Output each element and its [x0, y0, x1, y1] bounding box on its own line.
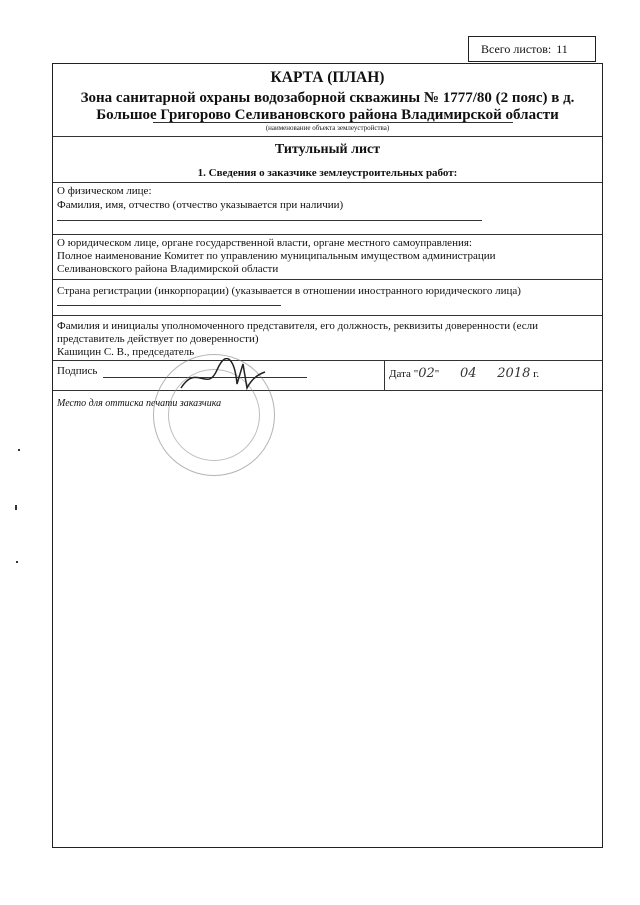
representative-value: Кашицин С. В., председатель	[57, 346, 195, 358]
divider	[53, 360, 602, 361]
representative-label-line1: Фамилия и инициалы уполномоченного представителя, его должность, реквизиты доверенности (если	[57, 320, 538, 332]
divider	[53, 234, 602, 235]
object-name-underline	[153, 122, 513, 123]
date-block: Дата "02" 04 2018 г.	[389, 366, 540, 381]
divider	[53, 279, 602, 280]
section-title: 1. Сведения о заказчике землеустроительных работ:	[197, 167, 458, 179]
legal-heading: О юридическом лице, органе государственной власти, органе местного самоуправления:	[57, 237, 472, 249]
handwritten-signature	[177, 358, 267, 398]
fio-line	[57, 220, 482, 221]
legal-full-name-line2: Селивановского района Владимирской области	[57, 263, 279, 275]
signature-date-divider	[384, 360, 385, 390]
date-year-suffix: г.	[533, 368, 540, 380]
fio-label: Фамилия, имя, отчество (отчество указывается при наличии)	[57, 199, 344, 211]
sheets-label: Всего листов:	[481, 41, 552, 56]
object-caption: (наименование объекта землеустройства)	[265, 124, 390, 132]
sheets-count-box	[468, 36, 596, 62]
stamp-place-label: Место для оттиска печати заказчика	[57, 398, 222, 409]
object-name: Зона санитарной охраны водозаборной скважины № 1777/80 (2 пояс) в д. Большое Григорово Селивановского района Владимирской области	[80, 90, 575, 123]
divider	[53, 182, 602, 183]
registration-line	[57, 305, 281, 306]
date-year: 2018	[497, 366, 531, 381]
sheets-count: 11	[556, 41, 568, 56]
map-title: КАРТА (ПЛАН)	[270, 69, 385, 86]
legal-full-name-line1: Полное наименование Комитет по управлению муниципальным имуществом администрации	[57, 250, 496, 262]
margin-mark	[16, 561, 18, 563]
margin-mark	[15, 505, 17, 510]
divider	[53, 390, 602, 391]
registration-label: Страна регистрации (инкорпорации) (указывается в отношении иностранного юридического лица)	[57, 285, 521, 297]
divider	[53, 136, 602, 137]
representative-label-line2: представитель действует по доверенности)	[57, 333, 259, 345]
date-label: Дата	[389, 368, 411, 380]
date-day: 02	[418, 366, 435, 381]
document-frame	[52, 63, 603, 848]
date-month: 04	[459, 366, 477, 381]
sheet-title: Титульный лист	[274, 142, 381, 157]
margin-mark	[18, 449, 20, 451]
individual-heading: О физическом лице:	[57, 185, 152, 197]
signature-label: Подпись	[57, 365, 98, 377]
divider	[53, 315, 602, 316]
